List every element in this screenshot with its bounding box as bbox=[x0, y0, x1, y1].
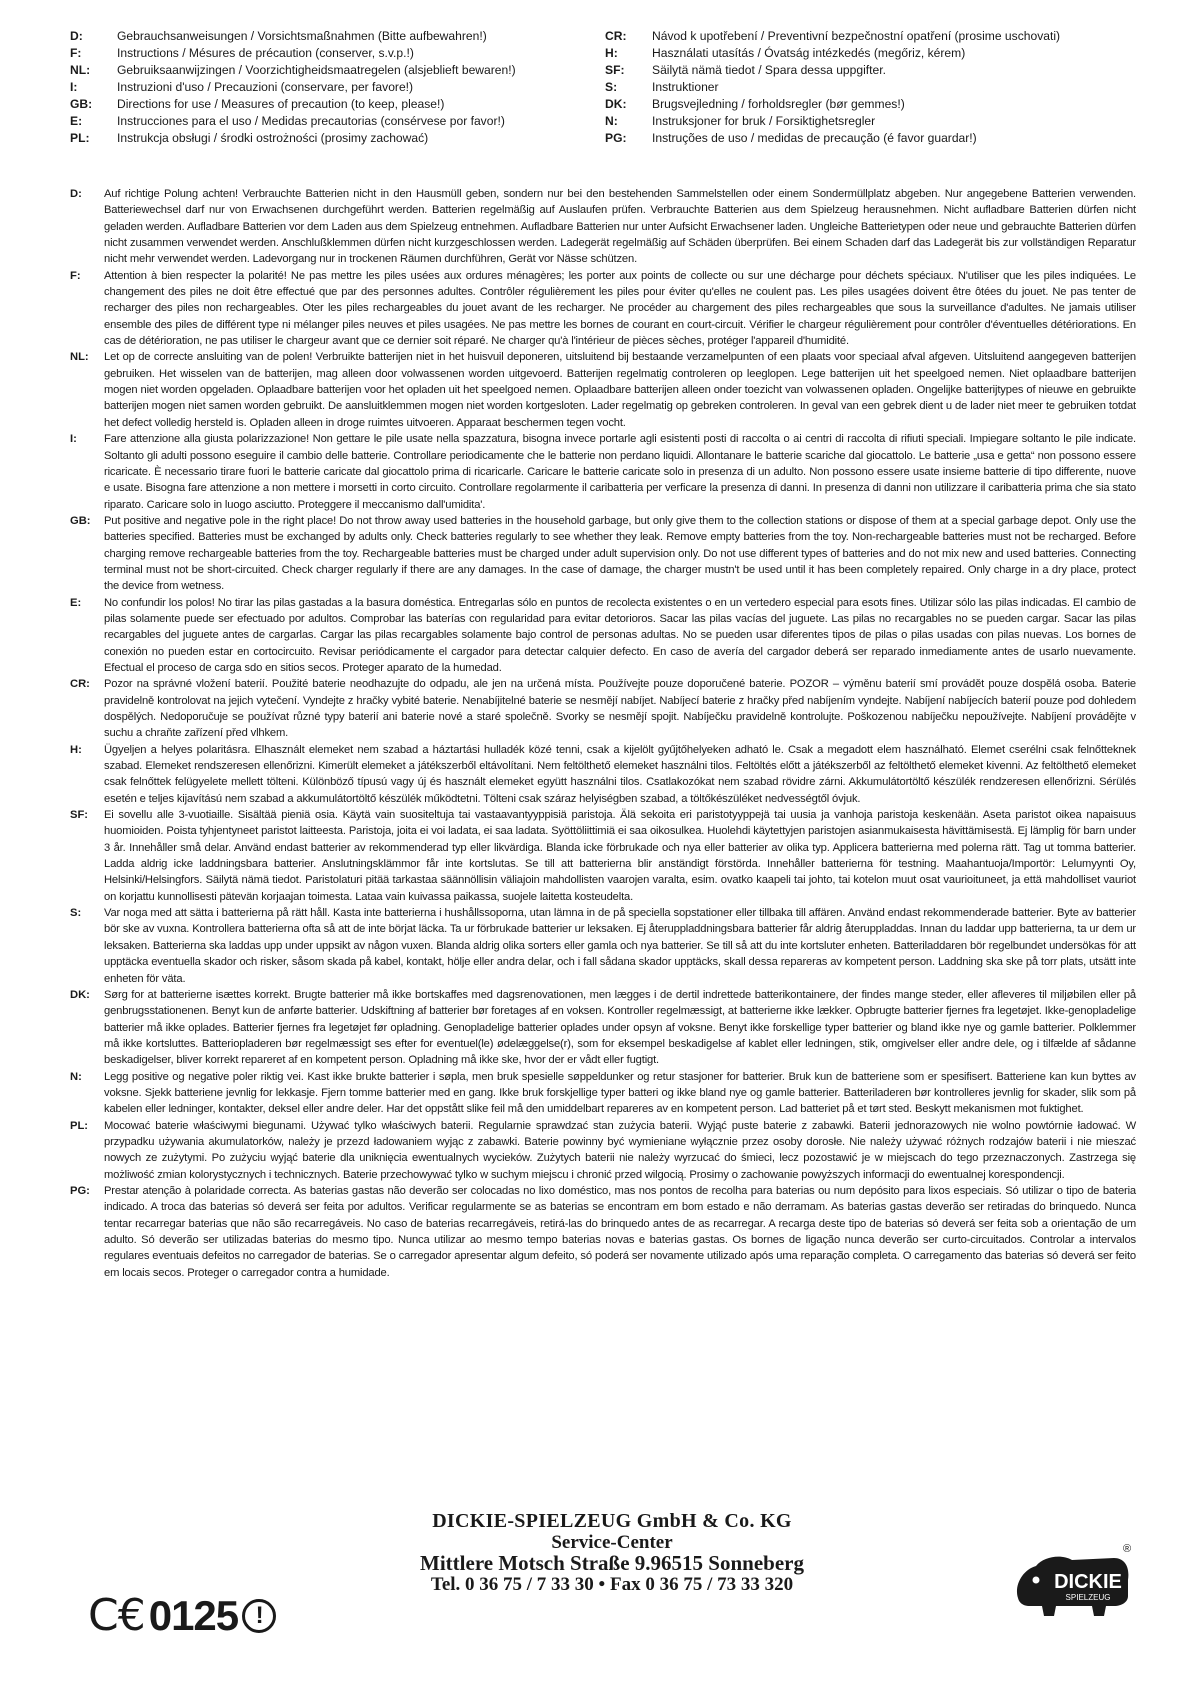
language-code: D: bbox=[70, 29, 83, 43]
instruction-paragraph-pl bbox=[70, 1118, 1136, 1183]
header-row bbox=[605, 130, 1140, 147]
paragraph-code: CR: bbox=[70, 678, 90, 691]
language-title: Instrucciones para el uso / Medidas precautorias (consérvese por favor!) bbox=[117, 114, 505, 128]
paragraph-code: GB: bbox=[70, 514, 91, 527]
language-title: Instrukcja obsługi / środki ostrożności (prosimy zachować) bbox=[117, 131, 429, 145]
header-row bbox=[605, 96, 1140, 113]
header-row bbox=[70, 96, 605, 113]
paragraph-code: NL: bbox=[70, 351, 89, 364]
header-row bbox=[70, 45, 605, 62]
language-code: NL: bbox=[70, 63, 91, 77]
paragraph-text: Let op de correcte ansluiting van de polen! Verbruikte batterijen niet in het huisvuil deponeren, uitsluitend bij bestaande verzamelpunten of een plaats voor speciaal afval afgeven. Uitsluitend aangegeven batterijen gebruiken. Het wisselen van de batterijen, mag alleen door volwassenen worden uitgevoerd. Batterijen regelmatig controleren op leeglopen. Lege batterijen uit het speelgoed nemen. Niet oplaadbare batterijen mogen niet worden opgeladen. Oplaadbare batterijen voor het opladen uit het speelgoed nemen. Oplaadbare batterijen alleen onder toezicht van volwassenen opladen. Ongelijke batterijtypes of nieuwe en gebruikte batterijen mogen niet samen worden gebruikt. De aansluitklemmen mogen niet worden kortgesloten. Lader regelmatig op gebreken controleren. In geval van een gebrek dient u de lader niet meer te gebruiken totdat het defect volledig hersteld is. Opladen alleen in droge ruimtes uitvoeren. Apparaat beschermen tegen vocht. bbox=[104, 351, 1136, 429]
language-code: SF: bbox=[605, 63, 625, 77]
language-code: E: bbox=[70, 114, 83, 128]
language-code: H: bbox=[605, 46, 618, 60]
language-code: S: bbox=[605, 80, 618, 94]
logo-brand: DICKIE bbox=[1054, 1571, 1122, 1593]
dickie-logo-icon bbox=[1010, 1540, 1135, 1620]
language-title: Instruktioner bbox=[652, 80, 719, 94]
paragraph-text: Attention à bien respecter la polarité! Ne pas mettre les piles usées aux ordures ménagères; les porter aux points de collecte ou sur une décharge pour déchets spéciaux. N'utiliser que les piles indiquées. Le changement des piles ne doit être effectué que par des personnes adultes. Contrôler régulièrement les piles pour éviter qu'elles ne coulent pas. Les piles usagées doivent être ôtées du jouet. Ne pas tenter de recharger des piles non rechargeables. Oter les piles rechargeables du jouet avant de les recharger. Ne procéder au chargement des piles rechargeables que sous la surveillance d'adultes. Ne jamais utiliser ensemble des piles de différent type ni mélanger piles neuves et piles usagées. Ne pas mettre les bornes de courant en court-circuit. Vérifier le chargeur régulièrement pour contrôler d'éventuelles détériorations. En cas de détérioration, ne pas utiliser le chargeur avant que ce dernier soit réparé. Ne charger qu'à l'intérieur de pièces sèches, protéger l'appareil d'humidité. bbox=[104, 269, 1136, 348]
language-title: Brugsvejledning / forholdsregler (bør gemmes!) bbox=[652, 97, 905, 111]
language-title: Instruksjoner for bruk / Forsiktighetsregler bbox=[652, 114, 876, 128]
paragraph-code: N: bbox=[70, 1070, 82, 1083]
paragraph-text: Auf richtige Polung achten! Verbrauchte Batterien nicht in den Hausmüll geben, sondern nur bei den bestehenden Sammelstellen oder einem Sondermüllplatz abgeben. Nur angegebene Batterien verwenden. Batteriewechsel darf nur von Erwachsenen durchgeführt werden. Batterien regelmäßig auf Auslaufen prüfen. Verbrauchte Batterien aus dem Spielzeug herausnehmen. Nicht aufladbare Batterien dürfen nicht geladen werden. Aufladbare Batterien vor dem Laden aus dem Spielzeug entnehmen. Aufladbare Batterien nur unter Aufsicht Erwachsener laden. Ungleiche Batterietypen oder neue und gebrauchte Batterien dürfen nicht zusammen verwendet werden. Anschlußklemmen dürfen nicht kurzgeschlossen werden. Ladegerät regelmäßig auf Schäden überprüfen. Bei einem Schaden darf das Ladegerät bis zur vollständigen Reparatur nicht mehr verwendet werden. Ladevorgang nur in trockenen Räumen durchführen, Gerät vor Nässe schützen. bbox=[104, 188, 1136, 266]
language-title: Directions for use / Measures of precaution (to keep, please!) bbox=[117, 97, 445, 111]
company-address-block bbox=[352, 1510, 872, 1595]
header-row bbox=[605, 79, 1140, 96]
language-title: Gebruiksaanwijzingen / Voorzichtigheidsmaatregelen (alsjeblieft bewaren!) bbox=[117, 63, 516, 77]
language-title: Säilytä nämä tiedot / Spara dessa uppgifter. bbox=[652, 63, 886, 77]
instruction-paragraph-no bbox=[70, 1069, 1136, 1118]
language-code: PG: bbox=[605, 131, 627, 145]
paragraph-text: Fare attenzione alla giusta polarizzazione! Non gettare le pile usate nella spazzatura, bisogna invece portarle agli esistenti posti di raccolta o ai centri di raccolta di rifiuti speciali. Impiegare soltanto le pile indicate. Soltanto gli adulti possono eseguire il cambio delle batterie. Controllare periodicamente che le batterie non perdano liquidi. Allontanare le batterie scariche dal giocattolo. Le batterie „usa e getta“ non possono essere ricaricate. È necessario tirare fuori le batterie caricate dal giocattolo prima di ricaricarle. Caricare le batterie caricate solo in presenza di un adulto. Non possono essere usate insieme batterie di tipo differente, nuove e usate. Bisogna fare attenzione a non mettere i morsetti in corto circuito. Controllare regolarmente il caribatteria per verficare la presenza di danni. In presenza di danni non utilizzare il caribatteria prima che sia stato riparato. Caricare solo in luogo asciutto. Proteggere il meccanismo dall'umidita'. bbox=[104, 433, 1136, 511]
instruction-paragraph-cz bbox=[70, 676, 1136, 741]
instruction-paragraph-se bbox=[70, 905, 1136, 987]
language-title: Instruzioni d'uso / Precauzioni (conservare, per favore!) bbox=[117, 80, 414, 94]
paragraph-text: Put positive and negative pole in the right place! Do not throw away used batteries in the household garbage, but only give them to the collection stations or dispose of them at a special garbage depot. Only use the batteries specified. Batteries must be exchanged by adults only. Check batteries regularly to see whether they leak. Remove empty batteries from the toy. Non-rechargeable batteries must not be recharged. Before charging remove rechargeable batteries from the toy. Rechargeable batteries must be charged under adult supervision only. Do not use different types of batteries and do not mix new and used batteries. Connecting terminal must not be short-circuited. Check charger regularly if there are any damages. In the case of damage, the charger mustn't be used until it has been completely repaired. Only charge in a dry place, protect the device from wetness. bbox=[104, 514, 1136, 593]
paragraph-code: S: bbox=[70, 907, 82, 920]
header-row bbox=[70, 130, 605, 147]
paragraph-code: PG: bbox=[70, 1184, 90, 1197]
instruction-paragraph-it bbox=[70, 431, 1136, 513]
company-phone-fax: Tel. 0 36 75 / 7 33 30 • Fax 0 36 75 / 73 33 320 bbox=[430, 1574, 794, 1595]
instruction-paragraph-dk bbox=[70, 987, 1136, 1069]
logo-sub: SPIELZEUG bbox=[1065, 1593, 1111, 1602]
language-title: Instructions / Mésures de précaution (conserver, s.v.p.!) bbox=[117, 46, 414, 60]
paragraph-text: Ügyeljen a helyes polaritásra. Elhasznált elemeket nem szabad a háztartási hulladék közé tenni, csak a kijelölt gyűjtőhelyeken adható le. Csak a megadott elem használható. Elemet cserélni csak felnőtteknek szabad. Elemeket rendszeresen ellenőrizni. Kimerült elemeket a játékszerből eltávolítani. Nem feltölthető elemeket használni tilos. Feltöltés előtt a játékszerből az feltölthető elemeket kivenni. Az feltölthető elemeket csak felnőttek felügyelete mellett tölteni. Különböző típusú vagy új és használt elemeket együtt használni tilos. Csatlakozókat nem szabad rövidre zárni. Akkumulátortöltő készülék rendzeresen ellenőrizni. Sérülés esetén e teljes kijavítású nem szabad a akkumulátortöltő készülék működtetni. Tölteni csak száraz helyiségben szabad, a töltőkészüléket nedvességtől óvjuk. bbox=[104, 743, 1136, 805]
ce-symbol-icon: C€ bbox=[88, 1590, 145, 1641]
instruction-paragraph-es bbox=[70, 595, 1136, 677]
instruction-paragraph-fr bbox=[70, 268, 1136, 350]
instruction-paragraph-hu bbox=[70, 742, 1136, 807]
paragraph-text: Sørg for at batterierne isættes korrekt. Brugte batterier må ikke bortskaffes med dagsrenovationen, men lægges i de dertil indrettede batterikontainere, der findes mange steder, eller afleveres til miljøbilen eller på genbrugsstationenen. Benyt kun de anførte batterier. Udskiftning af batterier bør foretages af en voksen. Kontroller regelmæssigt, at batterierne ikke lækker. Opbrugte batterier fjernes fra legetøjet. Ikke-genopladelige batterier må ikke oplades. Batterier fjernes fra legetøjet før opladning. Genopladelige batterier oplades under opsyn af voksne. Benyt ikke forskellige typer batterier og bland ikke nye og gamle batterier. Polklemmer må ikke kortsluttes. Batteriopladeren bør regelmæssigt ses efter for eventuel(le) ødelæggelse(r), som for eksempel beskadigelse af kablet eller ledningen, stik, omgivelser eller andre dele, og i tilfælde af sådanne beskadigelser, bliver korrekt repareret af en kompetent person. Opladning må ikke ske, hvor der er vådt eller fugtigt. bbox=[104, 988, 1136, 1067]
instruction-paragraph-gb bbox=[70, 513, 1136, 595]
language-title: Használati utasítás / Óvatság intézkedés (megőriz, kérem) bbox=[652, 46, 966, 60]
paragraph-text: Legg positive og negative poler riktig vei. Kast ikke brukte batterier i søpla, men bruk spesielle søppeldunker og retur stasjoner for batterier. Bruk kun de batteriene som er spesifisert. Batteriene kan kun byttes av voksne. Sjekk batteriene jevnlig for lekkasje. Fjern tomme batterier med en gang. Ikke bruk forskjellige typer batteri og ikke bland nye og gamle batterier. Batteriladeren bør kontrolleres jevnlig for skader, slik som på kabelen eller ledninger, kontakter, deksel eller andre deler. Har det oppstått slike feil må den umiddelbart repareres av en kompetent person. Lad batteriet på et tørt sted. Beskytt mekanismen mot fuktighet. bbox=[104, 1070, 1136, 1116]
paragraph-code: F: bbox=[70, 269, 81, 282]
header-left-column bbox=[70, 28, 605, 147]
paragraph-text: Ei sovellu alle 3-vuotiaille. Sisältää pieniä osia. Käytä vain suositeltuja tai vastaavantyyppisiä paristoja. Älä sekoita eri paristotyyppejä tai uusia ja vanhoja paristoja keskenään. Aseta paristot oikea napaisuus huomioiden. Poista tyhjentyneet paristot laitteesta. Paristoja, joita ei voi ladata, ei saa ladata. Syöttöliittimiä ei saa oikosulkea. Huolehdi käytettyjen paristojen asianmukaisesta hävittämisestä. Ej lämplig för barn under 3 år. Innehåller små delar. Använd endast batterier av rekommenderad typ eller likvärdiga. Blanda icke förbrukade och nya eller batterier av olika typ. Applicera batterierna med polerna rätt. Tag ut tomma batterier. Ladda aldrig icke laddningsbara batterier. Anslutningsklämmor får inte kortslutas. Se till att batterierna blir anständigt förstörda. Innehåller batterierna för testning. Maahantuoja/Importör: Lelumyynti Oy, Helsinki/Helsingfors. Säilytä nämä tiedot. Paristolaturi pitää tarkastaa säännöllisin väliajoin mahdollisten vaarojen varalta, esim. ovatko kaapeli tai johto, tai kotelon muut osat vaurioituneet, ja että mahdolliset vauriot on korjattu kunnollisesti pätevän korjaajan toimesta. Lataa vain kuivassa paikassa, suojele laitetta kosteudelta. bbox=[104, 809, 1136, 903]
instruction-paragraph-nl bbox=[70, 349, 1136, 431]
ce-mark bbox=[88, 1590, 276, 1641]
alert-sign-icon: ! bbox=[242, 1599, 276, 1633]
language-code: I: bbox=[70, 80, 78, 94]
paragraph-code: I: bbox=[70, 433, 77, 446]
language-code: DK: bbox=[605, 97, 627, 111]
paragraph-code: D: bbox=[70, 188, 82, 200]
header-row bbox=[605, 62, 1140, 79]
header-row bbox=[605, 113, 1140, 130]
language-code: PL: bbox=[70, 131, 90, 145]
paragraph-code: PL: bbox=[70, 1119, 89, 1132]
company-address: Mittlere Motsch Straße 9.96515 Sonneberg bbox=[420, 1551, 804, 1575]
paragraph-text: Mocować baterie właściwymi biegunami. Używać tylko właściwych baterii. Regularnie sprawdzać stan zużycia baterii. Wyjąć puste baterie z zabawki. Baterii jednorazowych nie wolno powtórnie ładować. W przypadku używania akumulatorków, należy je przezd ładowaniem wyjąc z zabawki. Baterie powinny być wymieniane wyłącznie przez osoby dorosłe. Nie należy używać różnych rodzajów baterii i nie mieszać nowych ze zużytymi. Po zużyciu wyjąć baterie dla uniknięcia ewentualnych wycieków. Zużytych baterii nie należy wyrzucać do śmieci, lecz pozostawić je w miejscach do tego przeznaczonych. Zastrzega się możliwość zmian kolorystycznych i technicznych. Baterie przechowywać tylko w suchym miejscu i chronić przed wilgocią. Prosimy o zachowanie powyższych informacji do ewentualnej korespondencji. bbox=[104, 1119, 1136, 1181]
header-row bbox=[70, 79, 605, 96]
company-department: Service-Center bbox=[551, 1532, 673, 1553]
paragraph-text: Pozor na správné vložení baterií. Použité baterie neodhazujte do odpadu, ale jen na určená místa. Používejte pouze doporučené baterie. POZOR – výměnu baterií smí provádět pouze dospělá osoba. Baterie pravidelně kontrolovat na jejich vytečení. Vyndejte z hračky vybité baterie. Nenabíjitelné baterie se nesmějí nabíjet. Nabíjecí baterie z hračky před nabíjením vyndejte. Nabíjení nabíjecích baterií pouze pod dohledem dospělých. Nedoporučuje se používat různé typy baterií ani baterie nové a staré společně. Svorky se nesmějí spojit. Nabíječku pravidelně kontrolujte. Poškozenou nabíječku nepoužívejte. Nabíjení provádějte v suchu a chraňte zařízení před vlhkem. bbox=[104, 678, 1136, 740]
header-right-column bbox=[605, 28, 1140, 147]
language-code: CR: bbox=[605, 29, 627, 43]
language-title: Instruções de uso / medidas de precaução (é favor guardar!) bbox=[652, 131, 977, 145]
paragraph-code: SF: bbox=[70, 809, 89, 822]
paragraph-text: Var noga med att sätta i batterierna på rätt håll. Kasta inte batterierna i hushållssoporna, utan lämna in de på speciella sopstationer eller tillbaka till affären. Använd endast rekommenderade batterier. Byte av batterier bör ske av vuxna. Kontrollera batterierna ofta så att de inte börjat läcka. Ta ur förbrukade batterier ur leksaken. Ej återuppladdningsbara batterier får aldrig återuppladdas. Innan du laddar upp batterierna, ta ur dem ur leksaken. Batterierna ska laddas upp under uppsikt av någon vuxen. Blanda aldrig olika sorters eller gamla och nya batterier. Se till så att du inte kortsluter enheten. Batteriladdaren bör regelbundet undersökas för att upptäcka eventuella skador och risker, såsom skada på kabel, kontakt, hölje eller andra delar, och i fall sådana skador upptäcks, skall dessa repareras av kompetent person. Laddning ska ske på torr plats, utsätt inte enheten för väta. bbox=[104, 907, 1136, 985]
language-title: Návod k upotřebení / Preventivní bezpečnostní opatření (prosime uschovati) bbox=[652, 29, 1061, 43]
language-title: Gebrauchsanweisungen / Vorsichtsmaßnahmen (Bitte aufbewahren!) bbox=[117, 29, 487, 43]
header-row bbox=[605, 28, 1140, 45]
instruction-paragraph-de bbox=[70, 186, 1136, 268]
instruction-paragraph-fi bbox=[70, 807, 1136, 905]
ce-notified-body-number: 0125 bbox=[148, 1591, 239, 1639]
language-code: GB: bbox=[70, 97, 93, 111]
instructions-body bbox=[70, 186, 1136, 1281]
paragraph-code: DK: bbox=[70, 988, 90, 1001]
header-row bbox=[70, 113, 605, 130]
language-code: N: bbox=[605, 114, 618, 128]
company-name: DICKIE-SPIELZEUG GmbH & Co. KG bbox=[432, 1510, 792, 1532]
instruction-paragraph-pt bbox=[70, 1183, 1136, 1281]
language-code: F: bbox=[70, 46, 82, 60]
paragraph-text: Prestar atenção à polaridade correcta. As baterias gastas não deverão ser colocadas no lixo doméstico, mas nos pontos de recolha para baterias ou num depósito para lixos especiais. Só utilizar o tipo de bateria indicado. A troca das baterias só deverá ser feita por adultos. Verificar regularmente se as baterias se encontram em bom estado e não derramam. As baterias gastas deverão ser retiradas do brinquedo. Nunca tentar recarregar baterias que não são recarregáveis. No caso de baterias recarregáveis, retirá-las do brinquedo antes de as recarregar. A recarga deste tipo de baterias só deverá ser feita sob a orientação de um adulto. Só deverão ser utilizadas baterias do mesmo tipo. Nunca utilizar ao mesmo tempo baterias novas e baterias gastas. Os bornes de ligação nunca deverão ser curto-circuitados. Controlar a intervalos regulares eventuais defeitos no carregador de baterias. Se o carregador apresentar algum defeito, só poderá ser novamente utilizado após uma reparação completa. O carregamento das baterias só deverá ser feito em locais secos. Proteger o carregador contra a humidade. bbox=[104, 1184, 1136, 1279]
registered-mark: ® bbox=[1122, 1543, 1132, 1555]
paragraph-code: H: bbox=[70, 743, 82, 756]
language-header bbox=[70, 28, 1140, 147]
header-row bbox=[70, 28, 605, 45]
paragraph-text: No confundir los polos! No tirar las pilas gastadas a la basura doméstica. Entregarlas sólo en puntos de recolecta existentes o en un vertedero especial para esots fines. Utilizar sólo las pilas indicadas. El cambio de pilas solamente puede ser efectuado por adultos. Comprobar las baterías con regularidad para evitar detorioros. Sacar las pilas vacías del juguete. Las pilas no recargables no se pueden cargar. Sacar las pilas recargables del juguete antes de cargarlas. Cargar las pilas recargables solamente bajo control de personas adultas. No se pueden usar diferentes tipos de pilas o pilas usadas con pilas nuevas. Los bornes de conexión no pueden estar en cortocircuito. Revisar periódicamente el cargador para detectar calquier defecto. En caso de avería del cargador deberá ser reparado inmediamente antes de usarlo nuevamente. Efectual el proceso de carga sdo en sitios secos. Proteger aparato de la humedad. bbox=[104, 596, 1136, 674]
header-row bbox=[605, 45, 1140, 62]
paragraph-code: E: bbox=[70, 596, 82, 609]
header-row bbox=[70, 62, 605, 79]
dickie-logo bbox=[1010, 1540, 1135, 1620]
